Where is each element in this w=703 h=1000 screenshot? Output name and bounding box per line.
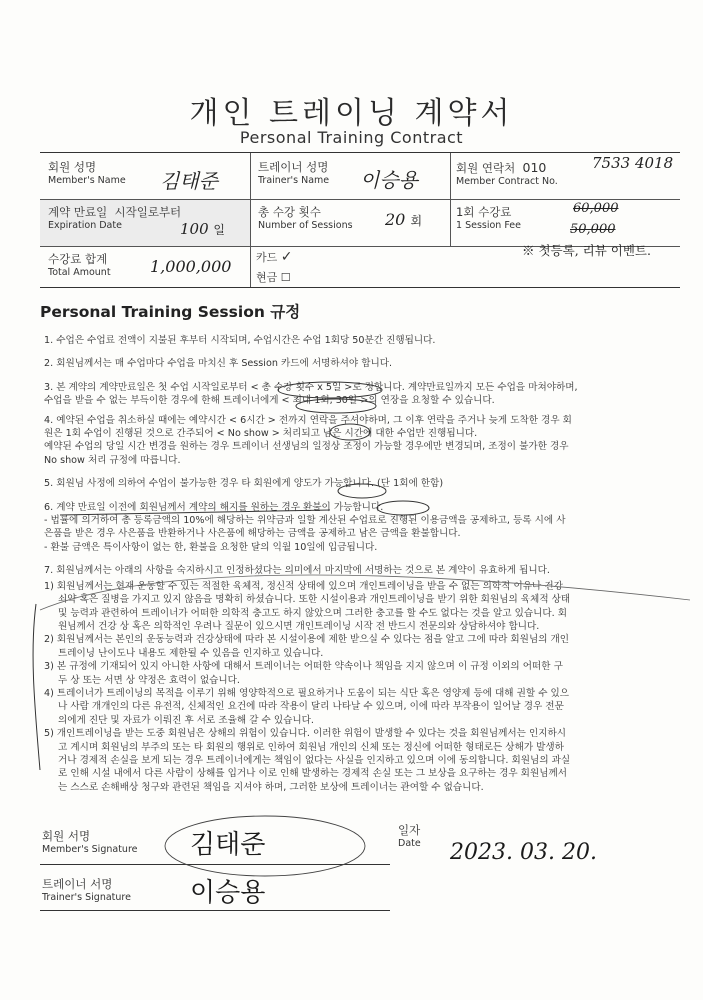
trainer-name-label: 트레이너 성명 Trainer's Name	[258, 160, 330, 186]
member-signature-label: 회원 서명 Member's Signature	[42, 829, 138, 855]
signature-loop	[160, 808, 380, 898]
rule-3: 3. 본 계약의 계약만료일은 첫 수업 시작일로부터 < 총 수강 횟수 x 5일 >로 정합니다. 계약만료일까지 모든 수업을 마쳐야하며, 수업을 받을 수 없는 부득이한 경우에 한해 트레이너에게 < 최대 1회, 30일 >의 연장을 요청할 수 있습니다.	[44, 381, 578, 407]
bracket-mark	[33, 604, 40, 770]
circle-mark-refund	[377, 501, 429, 515]
fee-label: 1회 수강료 1 Session Fee	[456, 205, 521, 231]
member-signature: 김태준	[190, 830, 266, 860]
rule-1: 1. 수업은 수업료 전액이 지불된 후부터 시작되며, 수업시간은 수업 1회당 50분간 진행됩니다.	[44, 335, 436, 346]
contract-title-ko: 개인 트레이닝 계약서	[189, 96, 514, 131]
card-check-icon: ✓	[280, 249, 293, 265]
expiration-label: 계약 만료일 시작일로부터 Expiration Date	[48, 205, 182, 231]
member-name-value: 김태준	[160, 169, 218, 193]
fee-value: 50,000	[570, 222, 616, 237]
contract-title-en: Personal Training Contract	[239, 128, 464, 147]
rule-7-4: 4) 트레이너가 트레이닝의 목적을 이루기 위해 영양학적으로 필요하거나 도움이 되는 식단 혹은 영양제 등에 대해 권할 수 있으 나 사람 개개인의 다른 유전적, 신체적인 요건에 따라 작용이 달리 나타날 수 있으며, 이에 따라 부작용이 일어날 경우 전문 의에게 진단 및 자료가 이뤄진 후 서로 조율해 갈 수 있습니다.	[44, 687, 570, 726]
total-label: 수강료 합계 Total Amount	[48, 252, 111, 278]
rule-5: 5. 회원님 사정에 의하여 수업이 불가능한 경우 타 회원에게 양도가 가능합니다. (단 1회에 한함)	[44, 478, 444, 490]
rule-7-2: 2) 회원님께서는 본인의 운동능력과 건강상태에 따라 본 시설이용에 제한 받으실 수 있다는 점을 알고 그에 따라 회원님의 개인 트레이닝 난이도나 내용도 제한될 수 있음을 인지하고 있습니다.	[44, 634, 570, 659]
trainer-signature-label: 트레이너 서명 Trainer's Signature	[42, 877, 131, 903]
sessions-label: 총 수강 횟수 Number of Sessions	[258, 205, 353, 231]
rule-6: 6. 계약 만료일 이전에 회원님께서 계약의 해지를 원하는 경우 환불이 가능합니다. - 법률에 의거하여 총 등록금액의 10%에 해당하는 위약금과 일할 계산된 수업료로 진행된 이용금액을 공제하고, 등록 시에 사 은품을 받은 경우 사은품을 반환하거나 사은품에 해당하는 금액을 공제하고 남은 금액을 환불합니다. - 환불 금액은 특이사항이 없는 한, 환불을 요청한 달의 익월 10일에 입금됩니다.	[44, 501, 566, 553]
trainer-signature: 이승용	[190, 878, 266, 908]
member-name-label: 회원 성명 Member's Name	[48, 160, 126, 186]
rule-7: 7. 회원님께서는 아래의 사항을 숙지하시고 인정하셨다는 의미에서 마지막에 서명하는 것으로 본 계약이 유효하게 됩니다.	[44, 565, 550, 577]
member-contact-label: 회원 연락처 010 Member Contract No.	[456, 160, 558, 187]
rule-2: 2. 회원님께서는 매 수업마다 수업을 마치신 후 Session 카드에 서명하셔야 합니다.	[44, 358, 393, 370]
total-value: 1,000,000	[150, 257, 232, 276]
circle-mark-transfer	[338, 484, 386, 498]
expiration-value: 100 일	[180, 220, 226, 238]
circle-mark-sessions	[278, 382, 382, 398]
cash-checkbox-icon: ☐	[280, 271, 291, 284]
circle-mark-hours	[330, 424, 370, 440]
payment-note: ※ 첫등록, 리뷰 이벤트.	[522, 243, 651, 258]
rule-7-3: 3) 본 규정에 기재되어 있지 아니한 사항에 대해서 트레이너는 어떠한 약속이나 책임을 지지 않으며 이 규정 이외의 어떠한 구 두 상 또는 서면 상 약정은 효력이 없습니다.	[44, 661, 563, 686]
payment-card: 카드 ✓	[256, 249, 293, 265]
rule-7-1: 1) 회원님께서는 현재 운동할 수 있는 적절한 육체적, 정신적 상태에 있으며 개인트레이닝을 받을 수 없는 의학적 이유나 건강 쇠약 혹은 질병을 가지고 있지 않음을 명확히 하셨습니다. 또한 시설이용과 개인트레이닝을 받기 위한 회원님의 육체적 상태 및 능력과 관련하여 트레이너가 어떠한 의학적 충고도 하지 않았으며 그러한 충고를 할 수도 없다는 것을 알고 있습니다. 회 원님께서 건강 상 혹은 의학적인 우려나 질문이 있으시면 개인트레이닝 시작 전 반드시 전문의와 상담하셔야 합니다.	[44, 580, 571, 632]
date-value: 2023. 03. 20.	[450, 840, 597, 865]
rule-7-5: 5) 개인트레이닝을 받는 도중 회원님은 상해의 위험이 있습니다. 이러한 위험이 발생할 수 있다는 것을 회원님께서는 인지하시 고 계시며 회원님의 부주의 또는 타 회원의 행위로 인하여 회원님 개인의 신체 또는 정신에 어떠한 형태로든 상해가 발생하 거나 경제적 손실을 보게 되는 경우 트레이너에게는 책임이 없다는 사실을 인지하고 있으며 이에 동의합니다. 회원님의 과실 로 인해 시설 내에서 다른 사람이 상해를 입거나 이로 인해 발생하는 경제적 손실 또는 그 보상을 요구하는 경우 회원님께서 는 스스로 손해배상 청구와 관련된 책임을 지셔야 하며, 그러한 보상에 트레이너는 관여할 수 없습니다.	[44, 728, 571, 793]
arc-mark	[40, 575, 690, 610]
underline-mark	[60, 510, 330, 515]
fee-original-value: 60,000	[573, 201, 619, 216]
date-label: 일자 Date	[398, 823, 421, 849]
trainer-name-value: 이승용	[360, 168, 418, 192]
rule-4: 4. 예약된 수업을 취소하실 때에는 예약시간 < 6시간 > 전까지 연락을 주셔야하며, 그 이후 연락을 주거나 늦게 도착한 경우 회 원은 1회 수업이 진행된 것으로 간주되어 < No show > 처리되고 남은 시간에 대한 수업만 진행됩니다. 예약된 수업의 당일 시간 변경을 원하는 경우 트레이너 선생님의 일정상 조정이 가능할 경우에만 변경되며, 조정이 불가한 경우 No show 처리 규정에 따릅니다.	[44, 414, 572, 466]
sessions-value: 20 회	[385, 210, 423, 229]
payment-cash: 현금 ☐	[256, 271, 291, 284]
rules-heading: Personal Training Session 규정	[40, 303, 301, 321]
member-contact-value: 7533 4018	[592, 154, 674, 172]
circle-mark-extension	[296, 399, 376, 413]
